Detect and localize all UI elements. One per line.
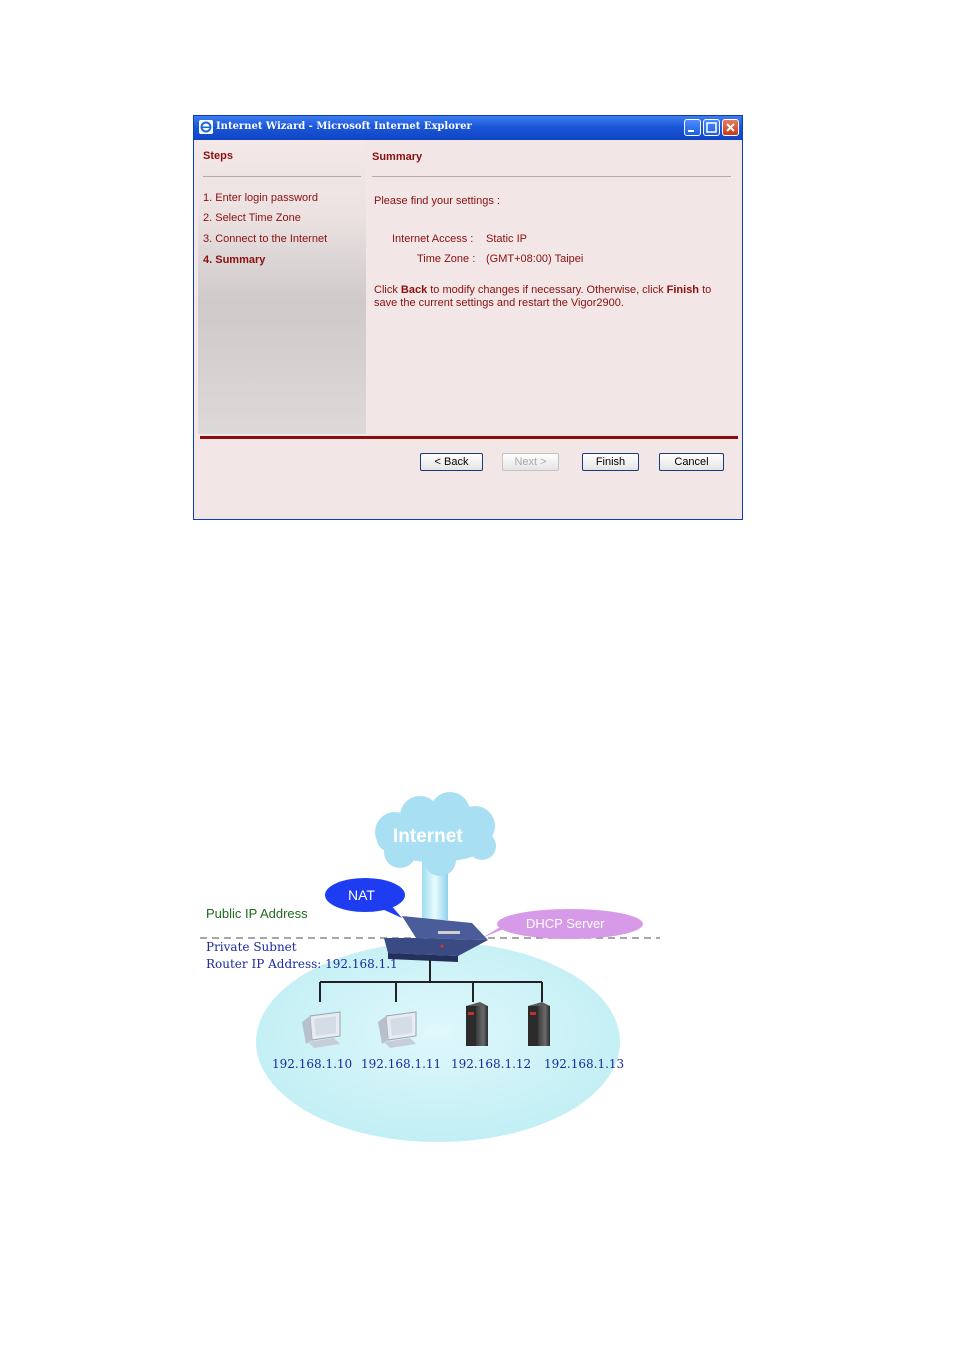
steps-pane <box>198 140 366 434</box>
window-title: Internet Wizard - Microsoft Internet Explorer <box>216 121 472 132</box>
close-button[interactable] <box>722 119 739 136</box>
internet-explorer-icon <box>199 120 213 134</box>
nat-label: NAT <box>348 887 375 903</box>
cancel-button[interactable]: Cancel <box>659 453 724 471</box>
next-button-disabled: Next > <box>502 453 559 471</box>
server-icon <box>466 1002 488 1046</box>
minimize-button[interactable] <box>684 119 701 136</box>
step-item-time-zone: 2. Select Time Zone <box>203 212 301 224</box>
minimize-icon <box>685 120 700 135</box>
steps-heading: Steps <box>203 150 233 162</box>
summary-pane <box>366 140 740 434</box>
maximize-icon <box>704 120 719 135</box>
dhcp-server-label: DHCP Server <box>526 916 605 931</box>
step-item-connect-internet: 3. Connect to the Internet <box>203 233 328 245</box>
internet-access-value: Static IP <box>486 233 527 245</box>
host-ip-label: 192.168.1.12 <box>451 1057 532 1071</box>
server-icon <box>528 1002 550 1046</box>
time-zone-value: (GMT+08:00) Taipei <box>486 253 584 265</box>
time-zone-label: Time Zone : <box>417 253 476 265</box>
steps-divider <box>203 176 361 177</box>
public-ip-label: Public IP Address <box>206 906 308 921</box>
step-item-login-password: 1. Enter login password <box>203 192 318 204</box>
find-settings-text: Please find your settings : <box>374 195 500 207</box>
summary-divider <box>372 176 731 177</box>
network-diagram <box>190 790 670 1150</box>
internet-cloud-label: Internet <box>393 826 463 847</box>
host-ip-label: 192.168.1.10 <box>272 1057 353 1071</box>
close-icon <box>723 120 738 135</box>
step-item-summary-current: 4. Summary <box>203 254 266 266</box>
instruction-text: Click Back to modify changes if necessary. Otherwise, click Finish to save the current settings and restart the Vigor2900. <box>374 284 712 309</box>
router-ip-label: Router IP Address: 192.168.1.1 <box>206 957 398 971</box>
host-ip-label: 192.168.1.13 <box>544 1057 625 1071</box>
title-bar[interactable] <box>194 116 742 140</box>
host-ip-label: 192.168.1.11 <box>361 1057 442 1071</box>
footer-divider <box>200 436 738 439</box>
maximize-button[interactable] <box>703 119 720 136</box>
internet-access-label: Internet Access : <box>392 233 474 245</box>
finish-button[interactable]: Finish <box>582 453 639 471</box>
private-subnet-label: Private Subnet <box>206 940 297 954</box>
summary-heading: Summary <box>372 151 423 163</box>
wizard-window <box>193 115 743 520</box>
back-button[interactable]: < Back <box>420 453 483 471</box>
